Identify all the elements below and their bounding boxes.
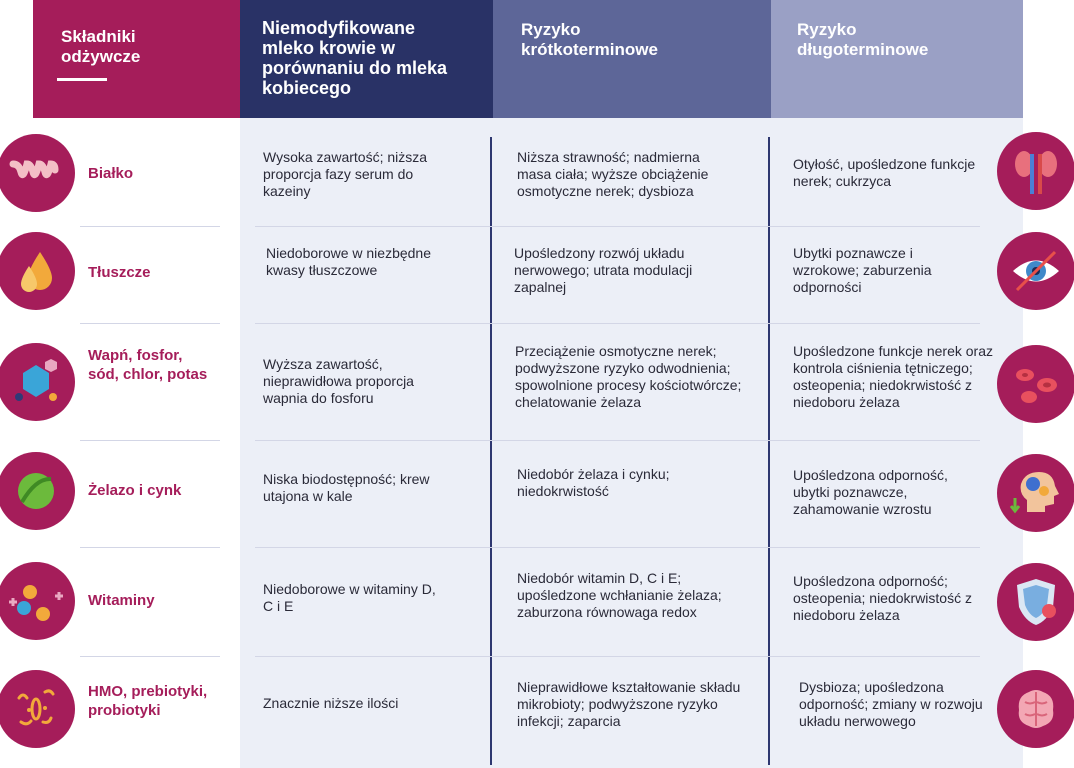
row-separator [80,226,220,227]
comparison-cell: Znacznie niższe ilości [263,695,399,711]
nutrient-label: Witaminy [88,592,155,609]
microbiota-icon [0,670,75,748]
column-divider-1 [490,137,492,765]
comparison-cell: Niedoborowe w witaminy D, C i E [263,581,436,614]
long-risk-cell: Upośledzone funkcje nerek oraz kontrola ciśnienia tętniczego; osteopenia; niedokrwistość z niedoboru żelaza [793,343,994,410]
nutrient-label: Tłuszcze [88,264,151,281]
row-separator [255,547,980,548]
header-short-risk-label: Ryzyko krótkoterminowe [521,20,658,59]
brain-icon [997,670,1074,748]
vitamins-icon [0,562,75,640]
head-gears-icon [997,454,1074,532]
short-risk-cell: Upośledzony rozwój układu nerwowego; utrata modulacji zapalnej [514,245,693,295]
row-separator [255,226,980,227]
kidney-icon [997,132,1074,210]
row-separator [80,656,220,657]
row-separator [80,440,220,441]
nutrient-label: Żelazo i cynk [88,482,182,499]
comparison-cell: Wyższa zawartość, nieprawidłowa proporcja wapnia do fosforu [263,356,414,406]
short-risk-cell: Niedobór witamin D, C i E; upośledzone wchłanianie żelaza; zaburzona równowaga redox [517,570,722,620]
fat-drop-icon [0,232,75,310]
comparison-cell: Niedoborowe w niezbędne kwasy tłuszczowe [266,245,431,278]
header-long-risk [771,0,1023,118]
long-risk-cell: Otyłość, upośledzone funkcje nerek; cukrzyca [793,156,976,189]
header-short-risk [493,0,771,118]
column-divider-2 [768,137,770,765]
long-risk-cell: Upośledzona odporność; osteopenia; niedokrwistość z niedoboru żelaza [793,573,972,623]
protein-icon [0,134,75,212]
header-nutrients-label: Składniki odżywcze [61,27,141,66]
header-underline [57,78,107,81]
header-comparison [240,0,493,118]
iron-zinc-icon [0,452,75,530]
long-risk-cell: Upośledzona odporność, ubytki poznawcze, zahamowanie wzrostu [793,467,948,517]
row-separator [255,656,980,657]
short-risk-cell: Niższa strawność; nadmierna masa ciała; wyższe obciążenie osmotyczne nerek; dysbioza [517,149,709,199]
long-risk-cell: Dysbioza; upośledzona odporność; zmiany w rozwoju układu nerwowego [799,679,983,729]
row-separator [80,323,220,324]
header-comparison-label: Niemodyfikowane mleko krowie w porównaniu do mleka kobiecego [262,18,448,98]
table-body-background [240,118,1023,768]
comparison-cell: Niska biodostępność; krew utajona w kale [263,471,430,504]
row-separator [255,440,980,441]
short-risk-cell: Przeciążenie osmotyczne nerek; podwyższone ryzyko odwodnienia; spowolnione procesy kościotwórcze; chelatowanie żelaza [515,343,742,410]
row-separator [80,547,220,548]
nutrient-label: HMO, prebiotyki, probiotyki [88,683,208,719]
header-long-risk-label: Ryzyko długoterminowe [797,20,929,59]
short-risk-cell: Nieprawidłowe kształtowanie składu mikrobioty; podwyższone ryzyko infekcji; zaparcia [517,679,741,729]
minerals-hexagon-icon [0,343,75,421]
long-risk-cell: Ubytki poznawcze i wzrokowe; zaburzenia odporności [793,245,932,295]
blood-cells-icon [997,345,1074,423]
eye-crossed-icon [997,232,1074,310]
shield-virus-icon [997,563,1074,641]
row-separator [255,323,980,324]
comparison-cell: Wysoka zawartość; niższa proporcja fazy serum do kazeiny [263,149,428,199]
short-risk-cell: Niedobór żelaza i cynku; niedokrwistość [517,466,670,499]
nutrient-label: Wapń, fosfor, sód, chlor, potas [88,347,208,383]
header-nutrients [33,0,240,118]
nutrient-label: Białko [88,165,134,182]
